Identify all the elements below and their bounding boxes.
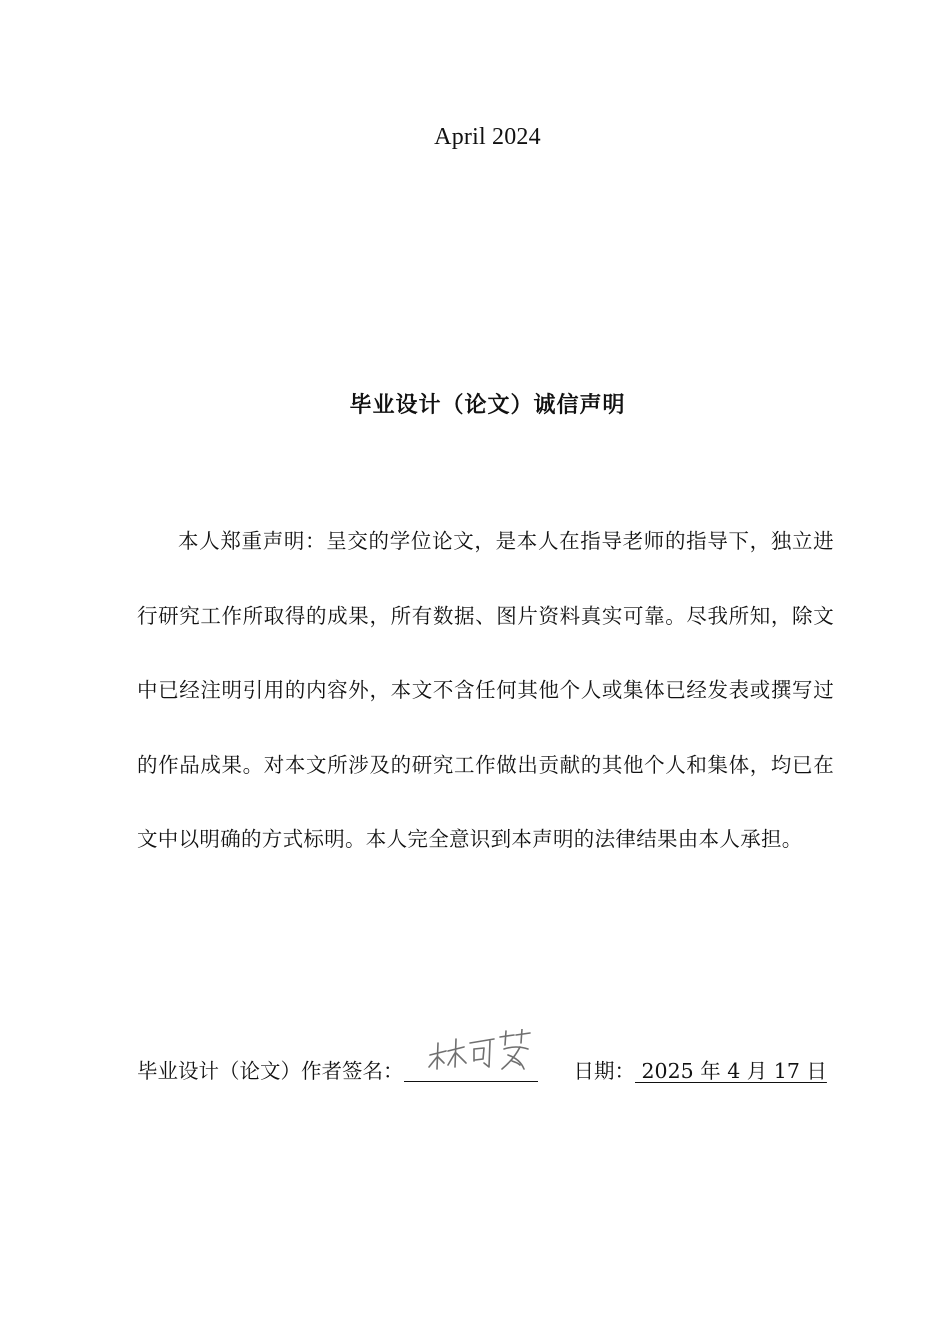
date-label: 日期： — [573, 1059, 635, 1083]
handwritten-signature — [424, 1029, 536, 1077]
declaration-text: 本人郑重声明：呈交的学位论文，是本人在指导老师的指导下，独立进行研究工作所取得的成果，所有数据、图片资料真实可靠。尽我所知，除文中已经注明引用的内容外，本文不含任何其他个人或集体已经发表或撰写过的作品成果。对本文所涉及的研究工作做出贡献的其他个人和集体，均已在文中以明确的方式标明。本人完全意识到本声明的法律结果由本人承担。 — [137, 529, 834, 851]
signature-date: 2025 年 4 月 17 日 — [635, 1059, 827, 1083]
page-title: 毕业设计（论文）诚信声明 — [349, 393, 626, 418]
signature-line — [137, 1054, 827, 1088]
author-signature-label: 毕业设计（论文）作者签名： — [137, 1059, 404, 1083]
header-date: April 2024 — [434, 124, 541, 150]
signature-field — [404, 1059, 538, 1082]
